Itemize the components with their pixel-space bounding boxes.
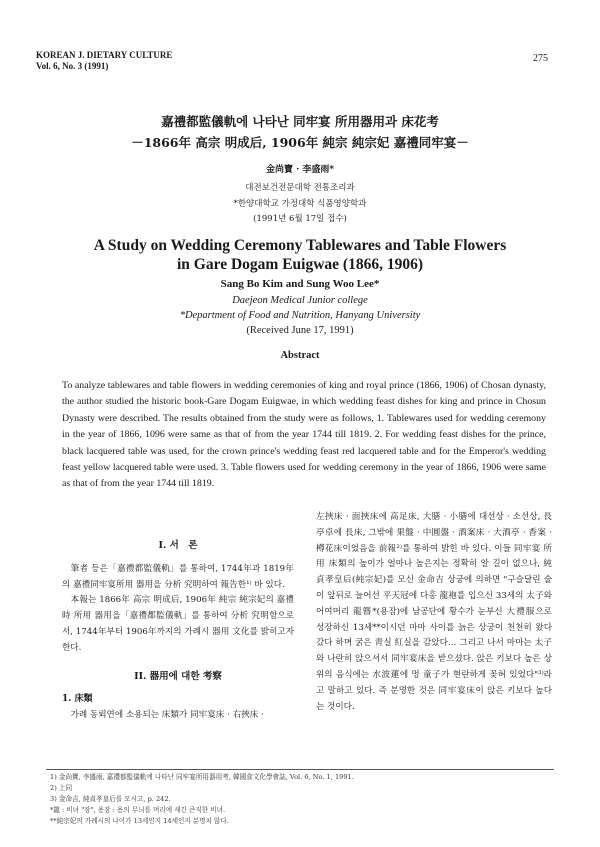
abstract-text: To analyze tablewares and table flowers in wedding ceremonies of king and royal prince (1866, 1906) of Chosan dynasty, the author studied the historic book-Gare Dogam Euigwae, in which wedding feast dishes for king and prince in Chosun Dynasty were described. The results obtained from the study were as follows, 1. Tablewares used for wedding ceremony in the year of 1866, 1096 were same as that of from the year 1744 till 1819. 2. For wedding feast dishes for the prince, black lacquered table was used, for the crown prince's wedding feast red lacquered table and for the Emperor's wedding feast yellow lacquered table were used. 3. Table flowers used for wedding ceremony in the year of 1866, 1906 were same as that of from the year 1744 till 1819. [62, 380, 546, 490]
english-authors: Sang Bo Kim and Sung Woo Lee* [220, 278, 380, 290]
korean-subtitle: －1866年 高宗 明成后, 1906年 純宗 純宗妃 嘉禮同牢宴－ [131, 135, 469, 150]
section-1-paragraph-1: 筆者 등은「嘉禮都監儀軌」를 통하여, 1744年과 1819年의 嘉禮同牢宴所用 器用을 分析 究明하여 報告한¹⁾ 바 있다. [62, 563, 294, 590]
footnote-3: 3) 金命吉, 純貞孝皇后를 모시고, p. 242. [50, 795, 171, 803]
section-2-heading: II. 器用에 대한 考察 [134, 670, 222, 682]
subsection-1-paragraph: 가례 동뢰연에 소용되는 床類가 同牢宴床 · 右挾床 · [70, 710, 264, 721]
korean-received-date: (1991년 6월 17일 접수) [253, 214, 347, 224]
english-title-line-1: A Study on Wedding Ceremony Tablewares and Table Flowers [93, 237, 507, 254]
korean-title: 嘉禮都監儀軌에 나타난 同牢宴 所用器用과 床花考 [161, 114, 439, 129]
korean-affiliation-1: 대전보건전문대학 전통조리과 [245, 183, 355, 193]
footnote-4: *龍 : 비녀 "잠", 용잠 : 용의 무늬를 머리에 새긴 큰직한 비녀. [50, 806, 226, 814]
english-title-line-2: in Gare Dogam Euigwae (1866, 1906) [177, 256, 423, 273]
subsection-1-heading: 1. 床類 [62, 694, 93, 705]
english-title [0, 236, 600, 274]
english-received-date: (Received June 17, 1991) [246, 325, 354, 336]
section-1-paragraph-2: 本報는 1866年 高宗 明成后, 1906年 純宗 純宗妃의 嘉禮時 所用 器用을「嘉禮都監儀軌」를 통하여 分析 究明함으로서, 1744年부터 1906年까지의 가례시 器用 文化를 밝히고자 한다. [62, 595, 294, 653]
body-right-column: 左挾床 · 面挾床에 高足床, 大膳 · 小膳에 대선상 · 소선상, 長亭卓에 長床, 그밖에 果盤 · 中圓盤 · 酒案床 · 大酒亭 · 香案 · 樽花床이었음을 前報²⁾를 통하여 밝힌 바 있다. 이들 同牢宴 所用 床類의 높이가 얼마나 높은지는 정확히 알 길이 없으나, 純貞孝皇后(純宗妃)를 모신 金命吉 상궁에 의하면 "구슬달린 술이 앞뒤로 늘어선 平天冠에 다홍 龍袍를 입으신 33세의 太子와 어여머리 龍簪*(용잠)에 남공단에 황수가 눈부신 大禮服으로 성장하신 13세**이시던 마마 사이를 늙은 상궁이 천천히 왔다 갔다 하며 굵은 靑실 紅실을 감았다… 그리고 나서 마마는 太子와 나란히 앉으셔서 同牢宴床을 받으셨다. 앉은 키보다 높은 상위의 음식에는 水波蓮에 멍 童子가 현란하게 꽂혀 있었다"³⁾라고 말하고 있다. 즉 분명한 것은 同牢宴床이 앉은 키보다 높다는 것이다. [316, 512, 552, 712]
footnote-5: **純宗妃의 가례시의 나이가 13세인지 14세인지 분명치 않다. [50, 817, 229, 825]
journal-name: KOREAN J. DIETARY CULTURE [36, 50, 173, 60]
footnote-divider [46, 769, 554, 770]
korean-authors: 金尚寶 · 李盛雨* [265, 165, 335, 175]
abstract-heading: Abstract [280, 350, 320, 361]
english-affiliation-1: Daejeon Medical Junior college [232, 295, 368, 306]
english-affiliation-2: *Department of Food and Nutrition, Hanyang University [179, 310, 421, 321]
footnotes [50, 772, 550, 827]
section-1-heading: I. 서 론 [158, 540, 198, 551]
body-left-column [62, 538, 294, 724]
footnote-2: 2) 上同 [50, 784, 73, 792]
journal-header [36, 50, 172, 72]
korean-affiliation-2: *한양대학교 가정대학 식품영양학과 [233, 199, 367, 209]
journal-volume: Vol. 6, No. 3 (1991) [36, 61, 109, 71]
footnote-1: 1) 金尚寶, 李盛雨, 嘉禮都監儀軌에 나타난 同牢宴所用器用考, 韓國食文化學會誌, Vol. 6, No. 1, 1991. [50, 773, 354, 781]
page-number: 275 [533, 53, 548, 64]
